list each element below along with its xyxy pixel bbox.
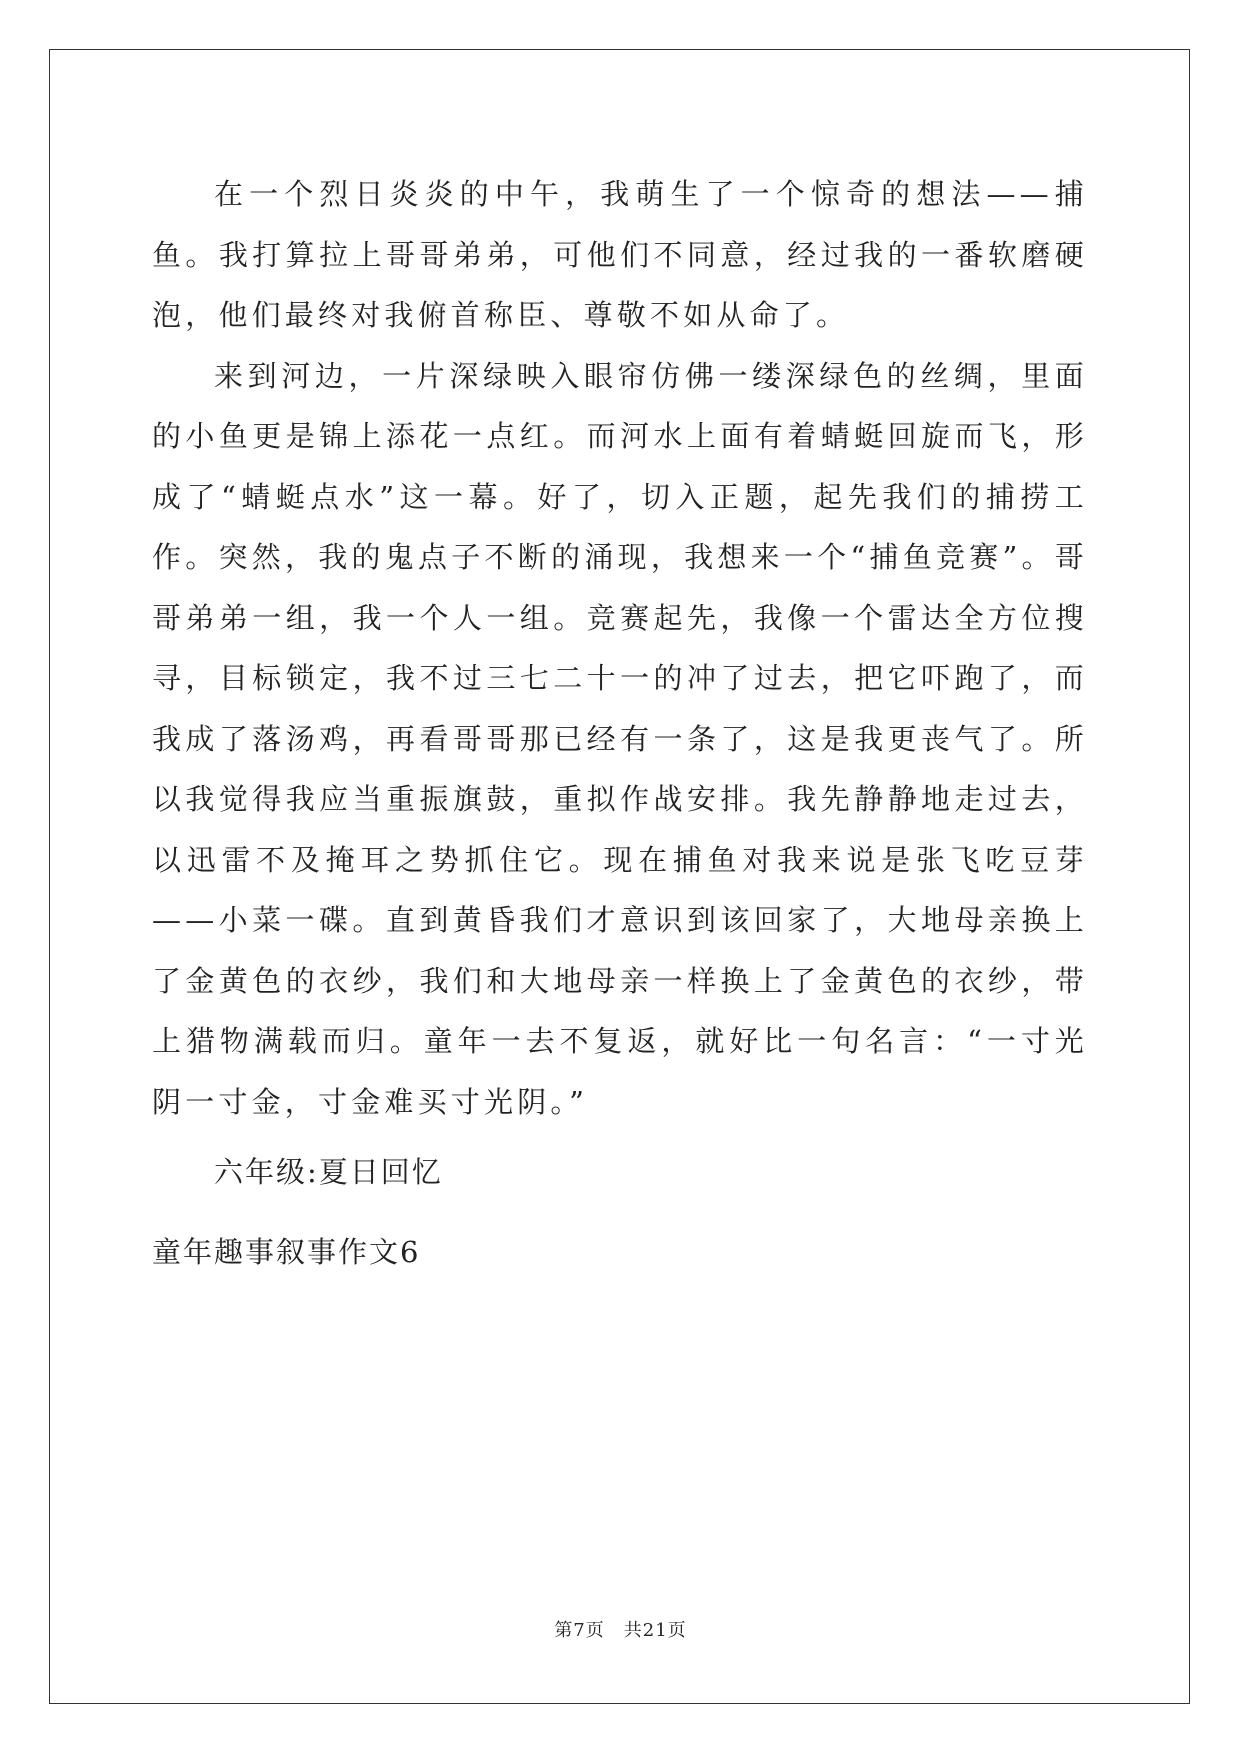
document-body (152, 164, 1088, 1292)
page-footer (0, 1616, 1241, 1642)
paragraph-2: 来到河边，一片深绿映入眼帘仿佛一缕深绿色的丝绸，里面的小鱼更是锦上添花一点红。而河水上面有着蜻蜓回旋而飞，形成了“蜻蜓点水”这一幕。好了，切入正题，起先我们的捕捞工作。突然，我的鬼点子不断的涌现，我想来一个“捕鱼竞赛”。哥哥弟弟一组，我一个人一组。竞赛起先，我像一个雷达全方位搜寻，目标锁定，我不过三七二十一的冲了过去，把它吓跑了，而我成了落汤鸡，再看哥哥那已经有一条了，这是我更丧气了。所以我觉得我应当重振旗鼓，重拟作战安排。我先静静地走过去，以迅雷不及掩耳之势抓住它。现在捕鱼对我来说是张飞吃豆芽——小菜一碟。直到黄昏我们才意识到该回家了，大地母亲换上了金黄色的衣纱，我们和大地母亲一样换上了金黄色的衣纱，带上猎物满载而归。童年一去不复返，就好比一句名言：“一寸光阴一寸金，寸金难买寸光阴。” (152, 358, 1088, 1119)
page-number-label: 第7页 共21页 (554, 1620, 687, 1641)
paragraph-1: 在一个烈日炎炎的中午，我萌生了一个惊奇的想法——捕鱼。我打算拉上哥哥弟弟，可他们不同意，经过我的一番软磨硬泡，他们最终对我俯首称臣、尊敬不如从命了。 (152, 177, 1088, 332)
section-heading: 童年趣事叙事作文6 (152, 1235, 421, 1269)
grade-line: 六年级:夏日回忆 (214, 1155, 443, 1189)
